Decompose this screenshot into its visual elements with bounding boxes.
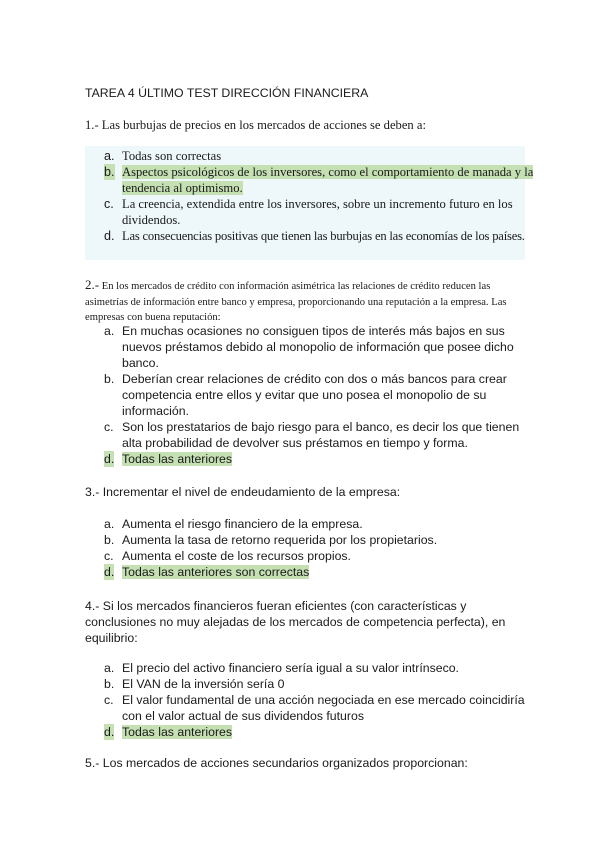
answers-1 (85, 146, 534, 260)
answer-4d: d. Todas las anteriores (104, 725, 233, 739)
answer-4b: b. El VAN de la inversión sería 0 (104, 677, 285, 691)
question-2: 2.- En los mercados de crédito con información asimétrica las relaciones de crédito reducen las asimetrías de información entre banco y empresa, proporcionando una reputación a la empresa. Las empresas con buena reputación: (85, 277, 507, 323)
answer-1a: a. Todas son correctas (104, 149, 222, 163)
answer-4c: c. El valor fundamental de una acción negociada en ese mercado coincidiría con el valor actual de sus dividendos futuros (104, 693, 525, 723)
question-3: 3.- Incrementar el nivel de endeudamiento de la empresa: (85, 485, 401, 499)
answer-2d: d. Todas las anteriores (104, 452, 233, 466)
answer-2a: a. En muchas ocasiones no consiguen tipos de interés más bajos en sus nuevos préstamos debido al monopolio de información que posee dicho banco. (104, 324, 514, 370)
answer-1d: d. Las consecuencias positivas que tienen las burbujas en las economías de los países. (104, 229, 525, 243)
answer-4a: a. El precio del activo financiero sería igual a su valor intrínseco. (104, 661, 459, 675)
answer-3b: b. Aumenta la tasa de retorno requerida por los propietarios. (104, 533, 438, 547)
answer-2b: b. Deberían crear relaciones de crédito con dos o más bancos para crear competencia entre ellos y evitar que uno posea el monopolio de su información. (104, 372, 507, 418)
answer-3d: d. Todas las anteriores son correctas (104, 565, 310, 579)
answer-3c: c. Aumenta el coste de los recursos propios. (104, 549, 351, 563)
answer-1c: c. La creencia, extendida entre los inversores, sobre un incremento futuro en los dividendos. (104, 197, 513, 227)
question-5: 5.- Los mercados de acciones secundarios organizados proporcionan: (85, 756, 468, 770)
question-4: 4.- Si los mercados financieros fueran eficientes (con características y conclusiones no muy alejadas de los mercados de competencia perfecta), en equilibrio: (85, 599, 506, 645)
question-1: 1.- Las burbujas de precios en los mercados de acciones se deben a: (85, 118, 426, 132)
answer-1b: b. Aspectos psicológicos de los inversores, como el comportamiento de manada y la tendencia al optimismo. (104, 165, 534, 195)
document-title: TAREA 4 ÚLTIMO TEST DIRECCIÓN FINANCIERA (85, 86, 369, 100)
answer-3a: a. Aumenta el riesgo financiero de la empresa. (104, 517, 363, 531)
answer-2c: c. Son los prestatarios de bajo riesgo para el banco, es decir los que tienen alta probabilidad de devolver sus préstamos en tiempo y forma. (104, 420, 520, 450)
